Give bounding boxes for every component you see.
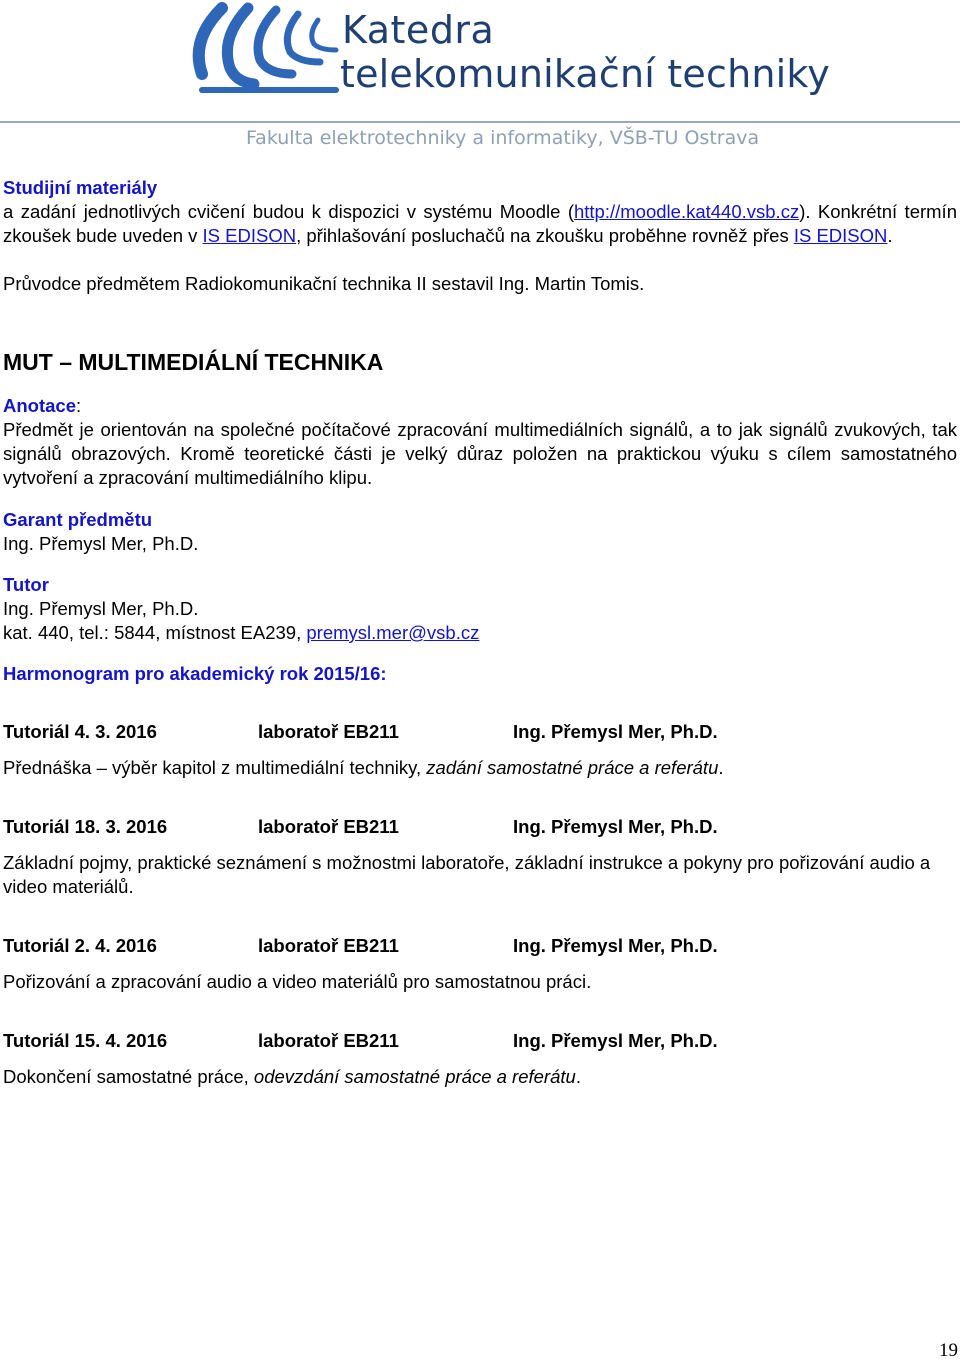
schedule-date: Tutoriál 4. 3. 2016 — [3, 721, 157, 742]
desc-italic: odevzdání samostatné práce a referátu — [253, 1066, 576, 1087]
guarantor-label: Garant předmětu — [3, 509, 153, 530]
schedule-item — [3, 815, 957, 899]
schedule-room: laboratoř EB211 — [258, 1030, 399, 1051]
annotation-colon: : — [76, 395, 82, 416]
schedule-room: laboratoř EB211 — [258, 816, 399, 837]
study-materials-paragraph — [3, 200, 957, 248]
guide-author-paragraph: Průvodce předmětem Radiokomunikační technika II sestavil Ing. Martin Tomis. — [3, 273, 645, 294]
schedule-description — [3, 970, 957, 994]
study-materials-heading: Studijní materiály — [3, 177, 158, 198]
schedule-item — [3, 720, 957, 780]
desc-text: Dokončení samostatné práce, — [3, 1066, 254, 1087]
annotation-label-line — [3, 394, 957, 418]
schedule-row — [3, 815, 957, 839]
desc-italic: zadání samostatné práce a referátu — [426, 757, 719, 778]
schedule-item — [3, 934, 957, 994]
department-name-line1: Katedra — [342, 8, 495, 52]
header-divider — [0, 121, 960, 123]
schedule-teacher: Ing. Přemysl Mer, Ph.D. — [513, 935, 718, 956]
course-title: MUT – MULTIMEDIÁLNÍ TECHNIKA — [3, 349, 384, 375]
tutor-contact — [3, 621, 957, 645]
tutor-contact-text: kat. 440, tel.: 5844, místnost EA239, — [3, 622, 307, 643]
department-name-line2: telekomunikační techniky — [340, 52, 830, 96]
desc-text: Pořizování a zpracování audio a video materiálů pro samostatnou práci. — [3, 971, 592, 992]
edison-link-2[interactable]: IS EDISON — [793, 225, 888, 246]
desc-text: Základní pojmy, praktické seznámení s možnostmi laboratoře, základní instrukce a pokyny pro pořizování audio a video materiálů. — [3, 852, 931, 897]
annotation-label: Anotace — [3, 395, 76, 416]
moodle-link[interactable]: http://moodle.kat440.vsb.cz — [573, 201, 800, 222]
schedule-description — [3, 851, 957, 899]
tutor-name: Ing. Přemysl Mer, Ph.D. — [3, 598, 199, 619]
text-span: ). Konkrétní termín zkoušek bude uveden v — [3, 201, 957, 246]
department-logo-icon — [186, 0, 346, 105]
tutor-email-link[interactable]: premysl.mer@vsb.cz — [306, 622, 480, 643]
schedule-room: laboratoř EB211 — [258, 935, 399, 956]
schedule-heading: Harmonogram pro akademický rok 2015/16: — [3, 663, 387, 684]
page-number: 19 — [939, 1340, 958, 1361]
schedule-date: Tutoriál 2. 4. 2016 — [3, 935, 157, 956]
schedule-room: laboratoř EB211 — [258, 721, 399, 742]
guarantor-name: Ing. Přemysl Mer, Ph.D. — [3, 533, 199, 554]
text-span: a zadání jednotlivých cvičení budou k dispozici v systému Moodle ( — [3, 201, 574, 222]
desc-end: . — [575, 1066, 581, 1087]
schedule-description — [3, 756, 957, 780]
schedule-teacher: Ing. Přemysl Mer, Ph.D. — [513, 721, 718, 742]
page-header — [0, 0, 960, 160]
schedule-row — [3, 934, 957, 958]
schedule-date: Tutoriál 15. 4. 2016 — [3, 1030, 168, 1051]
edison-link[interactable]: IS EDISON — [202, 225, 297, 246]
schedule-date: Tutoriál 18. 3. 2016 — [3, 816, 168, 837]
schedule-teacher: Ing. Přemysl Mer, Ph.D. — [513, 1030, 718, 1051]
tutor-label: Tutor — [3, 574, 49, 595]
faculty-name: Fakulta elektrotechniky a informatiky, VŠB-TU Ostrava — [246, 127, 760, 149]
desc-end: . — [718, 757, 724, 778]
annotation-text: Předmět je orientován na společné počítačové zpracování multimediálních signálů, a to jak signálů zvukových, tak signálů obrazových. Kromě teoretické části je velký důraz položen na praktickou výuku s cílem samostatného vytvoření a zpracování multimediálního klipu. — [3, 419, 957, 488]
schedule-teacher: Ing. Přemysl Mer, Ph.D. — [513, 816, 718, 837]
desc-text: Přednáška – výběr kapitol z multimediální techniky, — [3, 757, 427, 778]
text-span: . — [887, 225, 893, 246]
schedule-item — [3, 1029, 957, 1089]
schedule-row — [3, 1029, 957, 1053]
text-span: , přihlašování posluchačů na zkoušku proběhne rovněž přes — [296, 225, 794, 246]
schedule-description — [3, 1065, 957, 1089]
document-body — [3, 176, 957, 1089]
schedule-row — [3, 720, 957, 744]
